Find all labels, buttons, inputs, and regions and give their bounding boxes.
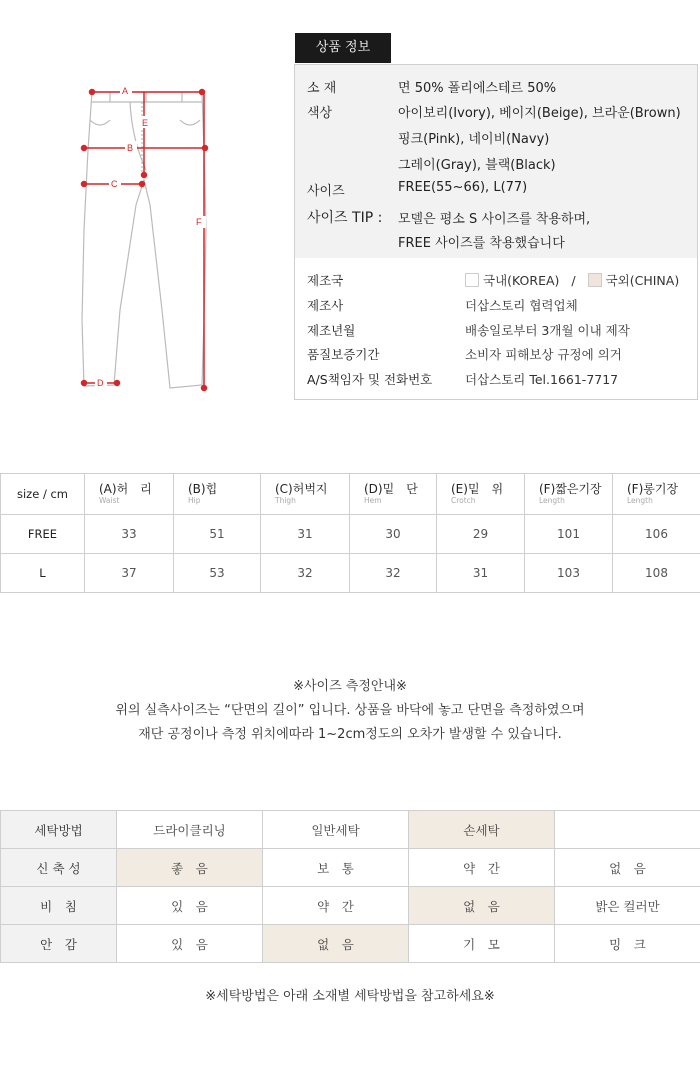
table-cell: 51	[174, 515, 261, 554]
table-cell-selected: 없 음	[409, 887, 555, 925]
care-row-label: 세탁방법	[1, 811, 117, 849]
size-tip-line-2: FREE 사이즈를 착용했습니다	[398, 236, 565, 251]
header-hip: (B)힙 Hip	[174, 474, 261, 515]
table-cell: 106	[613, 515, 700, 554]
size-table	[0, 473, 700, 593]
table-row	[1, 849, 700, 887]
color-label: 색상	[307, 106, 333, 121]
table-cell: 31	[437, 554, 525, 593]
product-info-basic	[295, 65, 697, 258]
label-c: C	[111, 179, 118, 189]
size-notice-title: ※사이즈 측정안내※	[293, 679, 407, 694]
care-table	[0, 810, 700, 963]
checkbox-foreign	[588, 273, 602, 287]
table-row	[1, 887, 700, 925]
origin-domestic: 국내(KOREA)	[483, 273, 560, 288]
table-row	[1, 515, 700, 554]
table-cell: 32	[261, 554, 350, 593]
table-cell: 있 음	[117, 887, 263, 925]
table-cell: 33	[85, 515, 174, 554]
pants-measurement-diagram	[70, 80, 220, 400]
table-cell: 드라이클리닝	[117, 811, 263, 849]
size-value: FREE(55~66), L(77)	[398, 180, 528, 195]
color-line-1: 아이보리(Ivory), 베이지(Beige), 브라운(Brown)	[398, 106, 681, 121]
row-size: L	[1, 554, 85, 593]
label-e: E	[142, 118, 149, 128]
size-label: 사이즈	[307, 184, 345, 199]
table-row	[1, 925, 700, 963]
table-cell-selected: 없 음	[263, 925, 409, 963]
size-table-header	[1, 474, 700, 515]
header-waist: (A)허 리 Waist	[85, 474, 174, 515]
table-cell: 30	[350, 515, 437, 554]
care-footer-note: ※세탁방법은 아래 소재별 세탁방법을 참고하세요※	[205, 989, 495, 1004]
label-f: F	[196, 217, 202, 227]
warranty-value: 소비자 피해보상 규정에 의거	[465, 347, 622, 362]
table-cell: 있 음	[117, 925, 263, 963]
table-cell: 약 간	[409, 849, 555, 887]
header-thigh: (C)허벅지 Thigh	[261, 474, 350, 515]
color-line-3: 그레이(Gray), 블랙(Black)	[398, 158, 556, 173]
warranty-label: 품질보증기간	[307, 347, 380, 362]
table-row	[1, 554, 700, 593]
origin-value	[465, 271, 679, 289]
table-cell: 밍 크	[555, 925, 700, 963]
care-row-label: 신 축 성	[1, 849, 117, 887]
table-cell: 32	[350, 554, 437, 593]
table-cell: 108	[613, 554, 700, 593]
size-notice-line-1: 위의 실측사이즈는 “단면의 길이” 입니다. 상품을 바닥에 놓고 단면을 측정하였으며	[115, 703, 585, 718]
header-crotch: (E)밑 위 Crotch	[437, 474, 525, 515]
table-cell: 29	[437, 515, 525, 554]
product-info-title: 상품 정보	[295, 33, 391, 63]
label-b: B	[127, 143, 134, 153]
measurement-lines	[82, 90, 208, 391]
origin-separator: /	[571, 273, 576, 288]
as-label: A/S책임자 및 전화번호	[307, 372, 433, 387]
product-info-box	[294, 64, 698, 400]
material-label: 소 재	[307, 81, 337, 96]
table-cell: 보 통	[263, 849, 409, 887]
maker-value: 더삽스토리 협력업체	[465, 298, 578, 313]
maker-label: 제조사	[307, 298, 344, 313]
table-cell-selected: 좋 음	[117, 849, 263, 887]
table-cell: 일반세탁	[263, 811, 409, 849]
size-table-corner: size / cm	[1, 474, 85, 515]
date-value: 배송일로부터 3개월 이내 제작	[465, 323, 630, 338]
care-row-label: 비 침	[1, 887, 117, 925]
header-short-length: (F)짧은기장 Length	[525, 474, 613, 515]
table-row	[1, 811, 700, 849]
color-line-2: 핑크(Pink), 네이비(Navy)	[398, 132, 550, 147]
as-value: 더삽스토리 Tel.1661-7717	[465, 372, 619, 387]
checkbox-domestic	[465, 273, 479, 287]
table-cell-selected: 손세탁	[409, 811, 555, 849]
row-size: FREE	[1, 515, 85, 554]
table-cell: 밝은 컬러만	[555, 887, 700, 925]
table-cell: 약 간	[263, 887, 409, 925]
table-cell: 101	[525, 515, 613, 554]
table-cell: 103	[525, 554, 613, 593]
date-label: 제조년월	[307, 323, 356, 338]
header-hem: (D)밑 단 Hem	[350, 474, 437, 515]
label-a: A	[122, 86, 129, 96]
size-tip-label: 사이즈 TIP :	[307, 210, 383, 226]
size-tip-line-1: 모델은 평소 S 사이즈를 착용하며,	[398, 212, 591, 227]
table-cell: 53	[174, 554, 261, 593]
table-cell: 기 모	[409, 925, 555, 963]
table-cell	[555, 811, 700, 849]
table-cell: 없 음	[555, 849, 700, 887]
origin-label: 제조국	[307, 273, 344, 288]
origin-foreign: 국외(CHINA)	[605, 273, 680, 288]
care-row-label: 안 감	[1, 925, 117, 963]
table-cell: 31	[261, 515, 350, 554]
table-cell: 37	[85, 554, 174, 593]
label-d: D	[97, 378, 104, 388]
header-long-length: (F)롱기장 Length	[613, 474, 700, 515]
size-notice-line-2: 재단 공정이나 측정 위치에따라 1~2cm정도의 오차가 발생할 수 있습니다.	[138, 727, 562, 742]
material-value: 면 50% 폴리에스테르 50%	[398, 81, 557, 96]
